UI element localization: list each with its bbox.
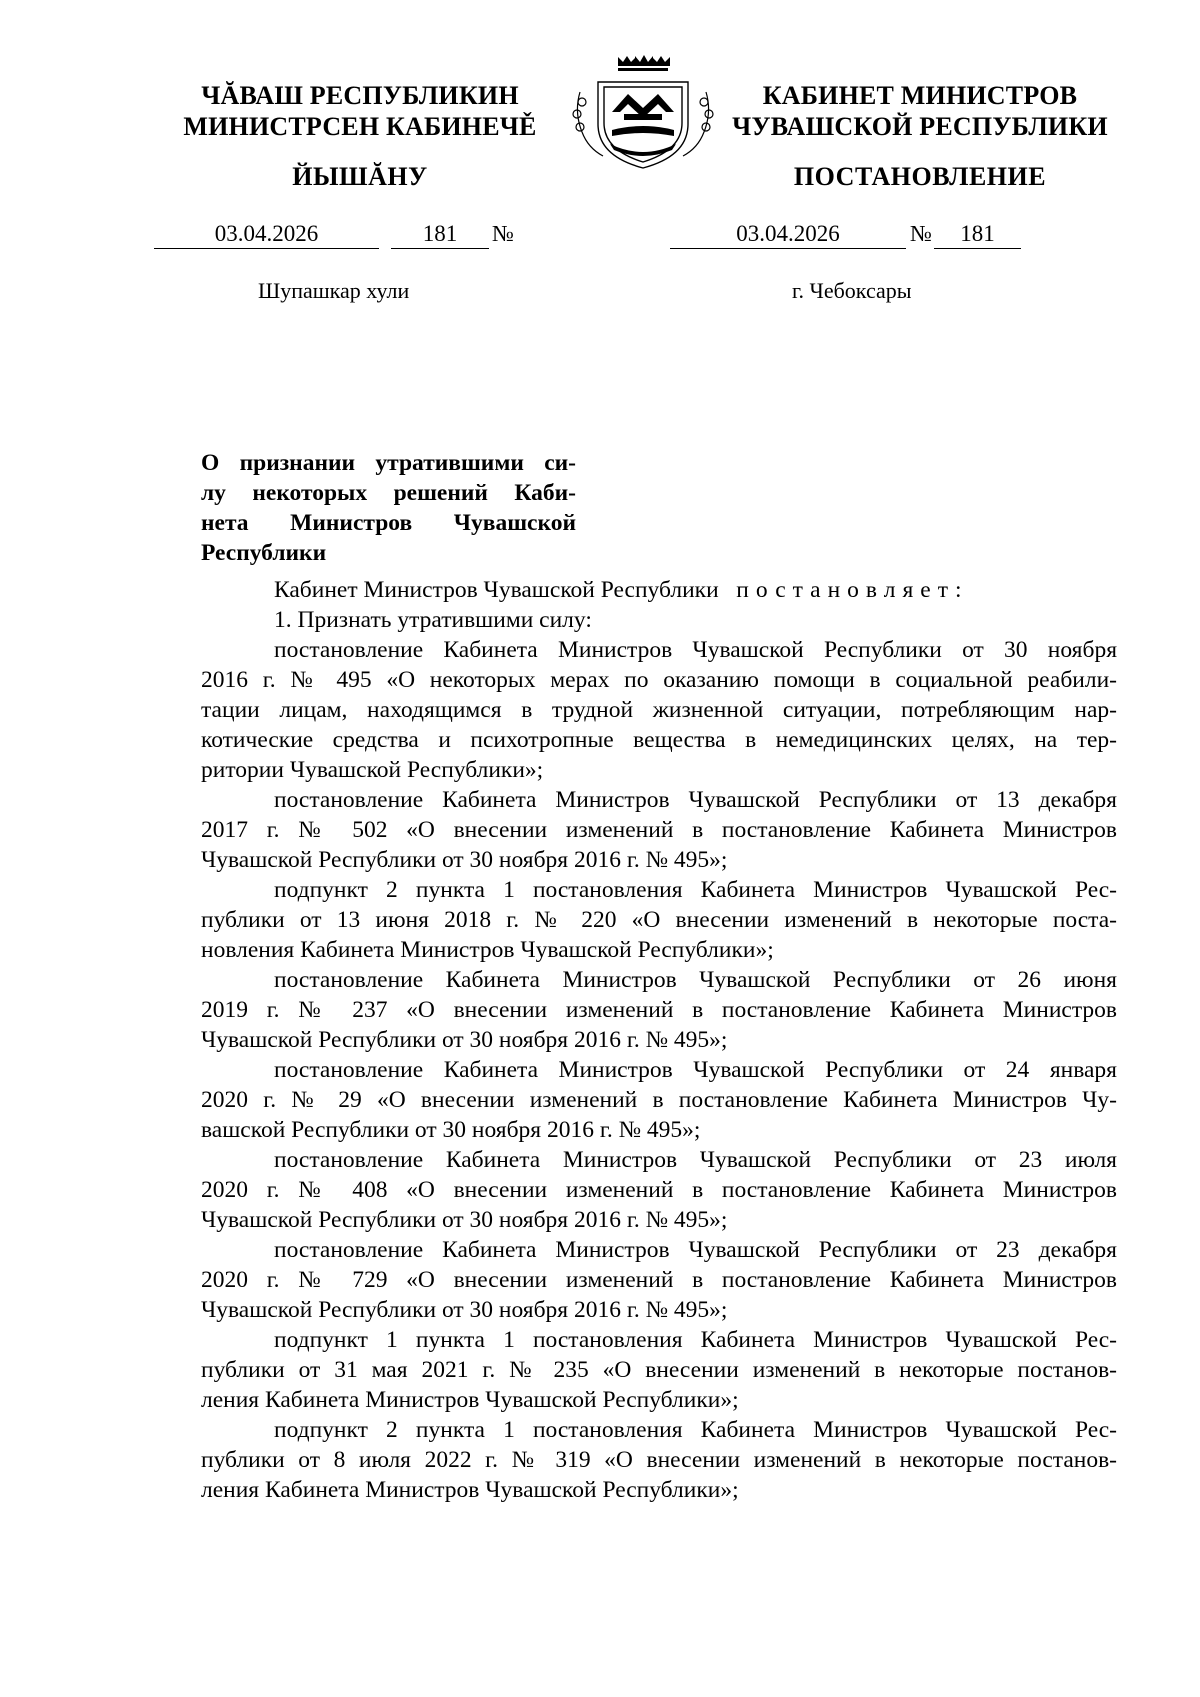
body-line: ритории Чувашской Республики»; — [201, 757, 544, 783]
subject-line: нета Министров Чувашской — [201, 510, 576, 536]
body-line: постановление Кабинета Министров Чувашской Республики от 24 января — [274, 1057, 1117, 1083]
body-line: 2016 г. № 495 «О некоторых мерах по оказанию помощи в социальной реабили- — [201, 667, 1117, 693]
preamble — [201, 575, 1117, 605]
body-line: ления Кабинета Министров Чувашской Республики»; — [201, 1387, 739, 1413]
body-line: 2020 г. № 408 «О внесении изменений в постановление Кабинета Министров — [201, 1177, 1117, 1203]
doc-type-right: ПОСТАНОВЛЕНИЕ — [793, 162, 1047, 191]
body-line: подпункт 2 пункта 1 постановления Кабинета Министров Чувашской Рес- — [274, 1417, 1117, 1443]
registration-right — [0, 222, 1200, 252]
body-line: постановление Кабинета Министров Чувашской Республики от 26 июня — [274, 967, 1117, 993]
body-line: подпункт 2 пункта 1 постановления Кабинета Министров Чувашской Рес- — [274, 877, 1117, 903]
body-line: тации лицам, находящимся в трудной жизненной ситуации, потребляющим нар- — [201, 697, 1117, 723]
header-right — [720, 80, 1120, 142]
subject-line: О признании утратившими си- — [201, 450, 576, 476]
body-line: публики от 13 июня 2018 г. № 220 «О внесении изменений в некоторые поста- — [201, 907, 1117, 933]
chuvash-coat-of-arms-icon — [568, 52, 718, 170]
body-line: вашской Республики от 30 ноября 2016 г. № 495»; — [201, 1117, 701, 1143]
body-line: котические средства и психотропные вещества в немедицинских целях, на тер- — [201, 727, 1117, 753]
body-line: 1. Признать утратившими силу: — [274, 607, 592, 633]
body-line: Чувашской Республики от 30 ноября 2016 г. № 495»; — [201, 847, 728, 873]
header-right-line2: ЧУВАШСКОЙ РЕСПУБЛИКИ — [732, 112, 1108, 141]
place-right: г. Чебоксары — [792, 278, 912, 303]
body-line: публики от 8 июля 2022 г. № 319 «О внесении изменений в некоторые постанов- — [201, 1447, 1117, 1473]
body-line: Чувашской Республики от 30 ноября 2016 г. № 495»; — [201, 1297, 728, 1323]
body-line: 2020 г. № 729 «О внесении изменений в постановление Кабинета Министров — [201, 1267, 1117, 1293]
body-line: Чувашской Республики от 30 ноября 2016 г. № 495»; — [201, 1207, 728, 1233]
body-line: Чувашской Республики от 30 ноября 2016 г. № 495»; — [201, 1027, 728, 1053]
number-right: 181 — [934, 222, 1021, 249]
date-right: 03.04.2026 — [670, 222, 906, 249]
body-line: постановление Кабинета Министров Чувашской Республики от 13 декабря — [274, 787, 1117, 813]
document-body — [201, 575, 1117, 1505]
body-line: постановление Кабинета Министров Чувашской Республики от 30 ноября — [274, 637, 1117, 663]
header-left-line2: МИНИСТРСЕН КАБИНЕЧĚ — [183, 112, 537, 141]
body-line: ления Кабинета Министров Чувашской Республики»; — [201, 1477, 739, 1503]
subject-line: Республики — [201, 540, 327, 566]
body-line: подпункт 1 пункта 1 постановления Кабинета Министров Чувашской Рес- — [274, 1327, 1117, 1353]
document-subject — [201, 448, 576, 568]
preamble-verb: постановляет: — [736, 577, 969, 603]
doc-type-left: ЙЫШĂНУ — [292, 162, 428, 191]
header-left-line1: ЧĂВАШ РЕСПУБЛИКИН — [201, 81, 519, 110]
number-left: 181 — [391, 222, 489, 249]
place-left: Шупашкар хули — [258, 278, 410, 303]
number-sign-right: № — [910, 221, 932, 246]
subject-line: лу некоторых решений Каби- — [201, 480, 576, 506]
body-line: публики от 31 мая 2021 г. № 235 «О внесении изменений в некоторые постанов- — [201, 1357, 1117, 1383]
body-line: 2019 г. № 237 «О внесении изменений в постановление Кабинета Министров — [201, 997, 1117, 1023]
body-line: новления Кабинета Министров Чувашской Республики»; — [201, 937, 774, 963]
body-line: 2017 г. № 502 «О внесении изменений в постановление Кабинета Министров — [201, 817, 1117, 843]
number-sign-left: № — [492, 221, 514, 246]
date-left: 03.04.2026 — [154, 222, 379, 249]
preamble-start: Кабинет Министров Чувашской Республики — [274, 577, 719, 603]
header-left — [150, 80, 570, 142]
header-right-line1: КАБИНЕТ МИНИСТРОВ — [762, 81, 1078, 110]
body-line: постановление Кабинета Министров Чувашской Республики от 23 декабря — [274, 1237, 1117, 1263]
body-line: 2020 г. № 29 «О внесении изменений в постановление Кабинета Министров Чу- — [201, 1087, 1117, 1113]
body-line: постановление Кабинета Министров Чувашской Республики от 23 июля — [274, 1147, 1117, 1173]
